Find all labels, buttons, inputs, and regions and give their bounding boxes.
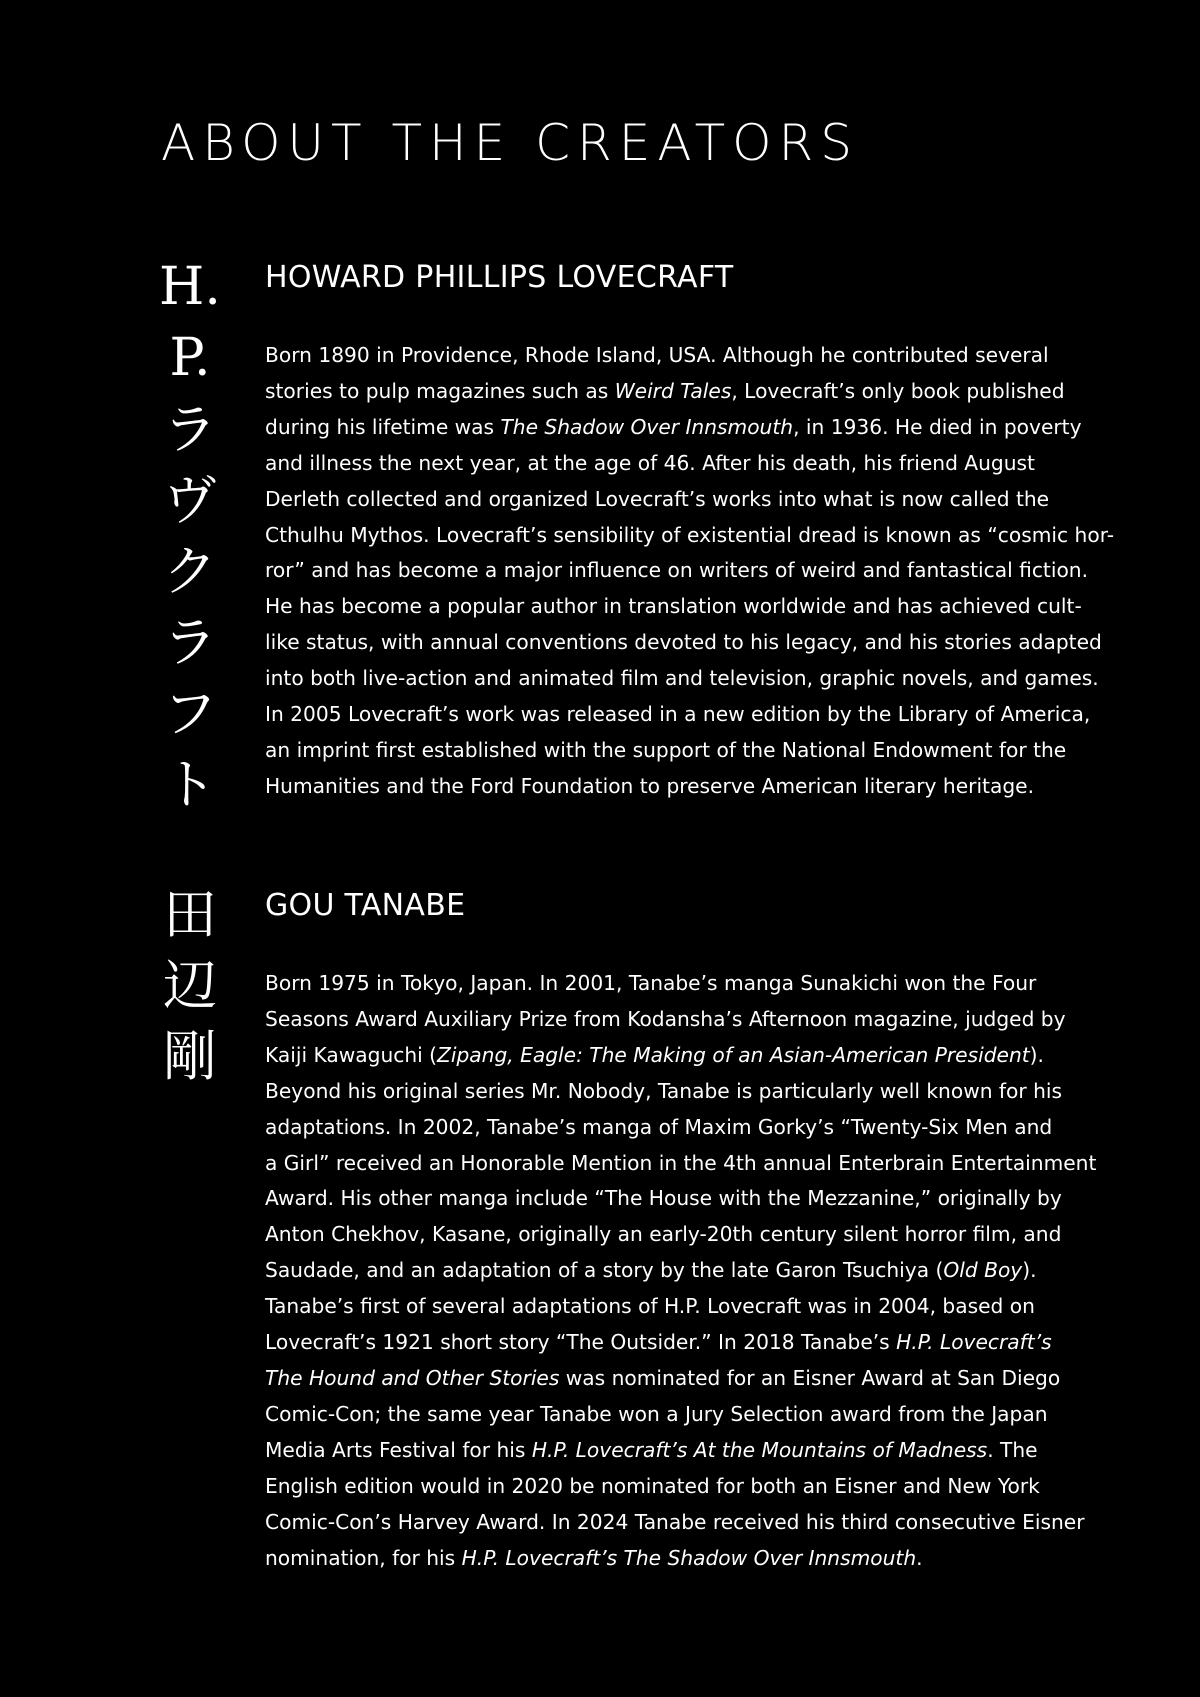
- bio-text: ).: [1029, 1042, 1044, 1067]
- bio-line: [265, 374, 1115, 410]
- bio-text: was nominated for an Eisner Award at San Diego: [559, 1365, 1061, 1390]
- bio-line: [265, 1074, 1115, 1110]
- bio-text: during his lifetime was: [265, 414, 501, 439]
- bio-text: ).: [1022, 1258, 1037, 1283]
- bio-text: Seasons Award Auxiliary Prize from Kodansha’s Afternoon magazine, judged by: [265, 1006, 1066, 1031]
- bio-italic-title: H.P. Lovecraft’s The Shadow Over Innsmouth: [461, 1545, 917, 1570]
- bio-line: [265, 1505, 1115, 1541]
- vertical-name-glyph: P.: [169, 328, 211, 388]
- bio-line: [265, 661, 1115, 697]
- bio-line: [265, 553, 1115, 589]
- bio-line: [265, 625, 1115, 661]
- bio-text: He has become a popular author in translation worldwide and has achieved cult-: [265, 594, 1082, 619]
- vertical-name-tanabe: [154, 879, 226, 1092]
- bio-line: [265, 1146, 1115, 1182]
- bio-text: Saudade, and an adaptation of a story by the late Garon Tsuchiya (: [265, 1258, 944, 1283]
- bio-line: [265, 1217, 1115, 1253]
- bio-text: Comic-Con’s Harvey Award. In 2024 Tanabe received his third consecutive Eisner: [265, 1509, 1085, 1534]
- bio-italic-title: Zipang, Eagle: The Making of an Asian-American President: [437, 1042, 1030, 1067]
- bio-line: [265, 338, 1115, 374]
- creator-bio: [265, 338, 1115, 805]
- bio-text: Derleth collected and organized Lovecraft’s works into what is now called the: [265, 486, 1050, 511]
- bio-line: [265, 733, 1115, 769]
- bio-text: nomination, for his: [265, 1545, 462, 1570]
- bio-line: [265, 697, 1115, 733]
- bio-text: . The: [987, 1437, 1038, 1462]
- bio-text: stories to pulp magazines such as: [265, 378, 615, 403]
- bio-text: an imprint first established with the support of the National Endowment for the: [265, 737, 1067, 762]
- vertical-name-lovecraft: [154, 252, 226, 820]
- bio-text: Comic-Con; the same year Tanabe won a Jury Selection award from the Japan: [265, 1401, 1048, 1426]
- bio-italic-title: The Hound and Other Stories: [265, 1365, 560, 1390]
- bio-text: In 2005 Lovecraft’s work was released in a new edition by the Library of America,: [265, 702, 1091, 727]
- bio-line: [265, 446, 1115, 482]
- vertical-name-glyph: 剛: [163, 1025, 217, 1088]
- vertical-name-glyph: ラ: [163, 611, 217, 674]
- bio-text: into both live-action and animated film and television, graphic novels, and games.: [265, 666, 1099, 691]
- bio-line: [265, 1002, 1115, 1038]
- vertical-name-glyph: 田: [163, 883, 217, 946]
- page-title: ABOUT THE CREATORS: [161, 114, 860, 172]
- bio-italic-title: The Shadow Over Innsmouth: [500, 414, 794, 439]
- bio-text: adaptations. In 2002, Tanabe’s manga of Maxim Gorky’s “Twenty-Six Men and: [265, 1114, 1053, 1139]
- bio-text: Media Arts Festival for his: [265, 1437, 532, 1462]
- bio-line: [265, 410, 1115, 446]
- bio-line: [265, 1110, 1115, 1146]
- bio-text: , in 1936. He died in poverty: [793, 414, 1082, 439]
- bio-text: Award. His other manga include “The House with the Mezzanine,” originally by: [265, 1186, 1062, 1211]
- bio-line: [265, 1397, 1115, 1433]
- bio-text: .: [916, 1545, 923, 1570]
- bio-text: , Lovecraft’s only book published: [731, 378, 1065, 403]
- bio-line: [265, 1469, 1115, 1505]
- bio-italic-title: H.P. Lovecraft’s: [896, 1330, 1052, 1355]
- vertical-name-glyph: フ: [163, 682, 217, 745]
- bio-line: [265, 1289, 1115, 1325]
- bio-text: Lovecraft’s 1921 short story “The Outsider.” In 2018 Tanabe’s: [265, 1330, 897, 1355]
- bio-line: [265, 589, 1115, 625]
- bio-text: Beyond his original series Mr. Nobody, Tanabe is particularly well known for his: [265, 1078, 1063, 1103]
- bio-italic-title: Old Boy: [943, 1258, 1023, 1283]
- vertical-name-glyph: ク: [163, 540, 217, 603]
- bio-text: like status, with annual conventions devoted to his legacy, and his stories adapted: [265, 630, 1102, 655]
- bio-line: [265, 518, 1115, 554]
- bio-line: [265, 482, 1115, 518]
- bio-text: a Girl” received an Honorable Mention in the 4th annual Enterbrain Entertainment: [265, 1150, 1097, 1175]
- bio-text: English edition would in 2020 be nominated for both an Eisner and New York: [265, 1473, 1040, 1498]
- bio-line: [265, 1325, 1115, 1361]
- creator-name: HOWARD PHILLIPS LOVECRAFT: [265, 260, 734, 295]
- vertical-name-glyph: H.: [159, 257, 221, 317]
- bio-text: Anton Chekhov, Kasane, originally an early-20th century silent horror film, and: [265, 1222, 1062, 1247]
- bio-text: ror” and has become a major influence on writers of weird and fantastical fiction.: [265, 558, 1089, 583]
- bio-line: [265, 1038, 1115, 1074]
- creator-name: GOU TANABE: [265, 888, 466, 923]
- bio-line: [265, 1181, 1115, 1217]
- bio-text: Born 1975 in Tokyo, Japan. In 2001, Tanabe’s manga Sunakichi won the Four: [265, 971, 1037, 995]
- bio-line: [265, 1253, 1115, 1289]
- bio-italic-title: H.P. Lovecraft’s At the Mountains of Madness: [531, 1437, 988, 1462]
- bio-line: [265, 769, 1115, 805]
- bio-text: Humanities and the Ford Foundation to preserve American literary heritage.: [265, 773, 1034, 798]
- bio-text: Tanabe’s first of several adaptations of H.P. Lovecraft was in 2004, based on: [265, 1294, 1035, 1319]
- bio-italic-title: Weird Tales: [614, 378, 732, 403]
- bio-line: [265, 1361, 1115, 1397]
- bio-text: Cthulhu Mythos. Lovecraft’s sensibility of existential dread is known as “cosmic hor-: [265, 522, 1114, 547]
- creator-bio: [265, 966, 1115, 1576]
- bio-line: [265, 966, 1115, 1002]
- vertical-name-glyph: ラ: [163, 398, 217, 461]
- vertical-name-glyph: ヴ: [163, 469, 217, 532]
- bio-text: and illness the next year, at the age of 46. After his death, his friend August: [265, 450, 1035, 475]
- bio-text: Kaiji Kawaguchi (: [265, 1042, 438, 1067]
- vertical-name-glyph: ト: [163, 753, 217, 816]
- bio-line: [265, 1541, 1115, 1577]
- bio-line: [265, 1433, 1115, 1469]
- bio-text: Born 1890 in Providence, Rhode Island, USA. Although he contributed several: [265, 343, 1049, 367]
- vertical-name-glyph: 辺: [163, 954, 217, 1017]
